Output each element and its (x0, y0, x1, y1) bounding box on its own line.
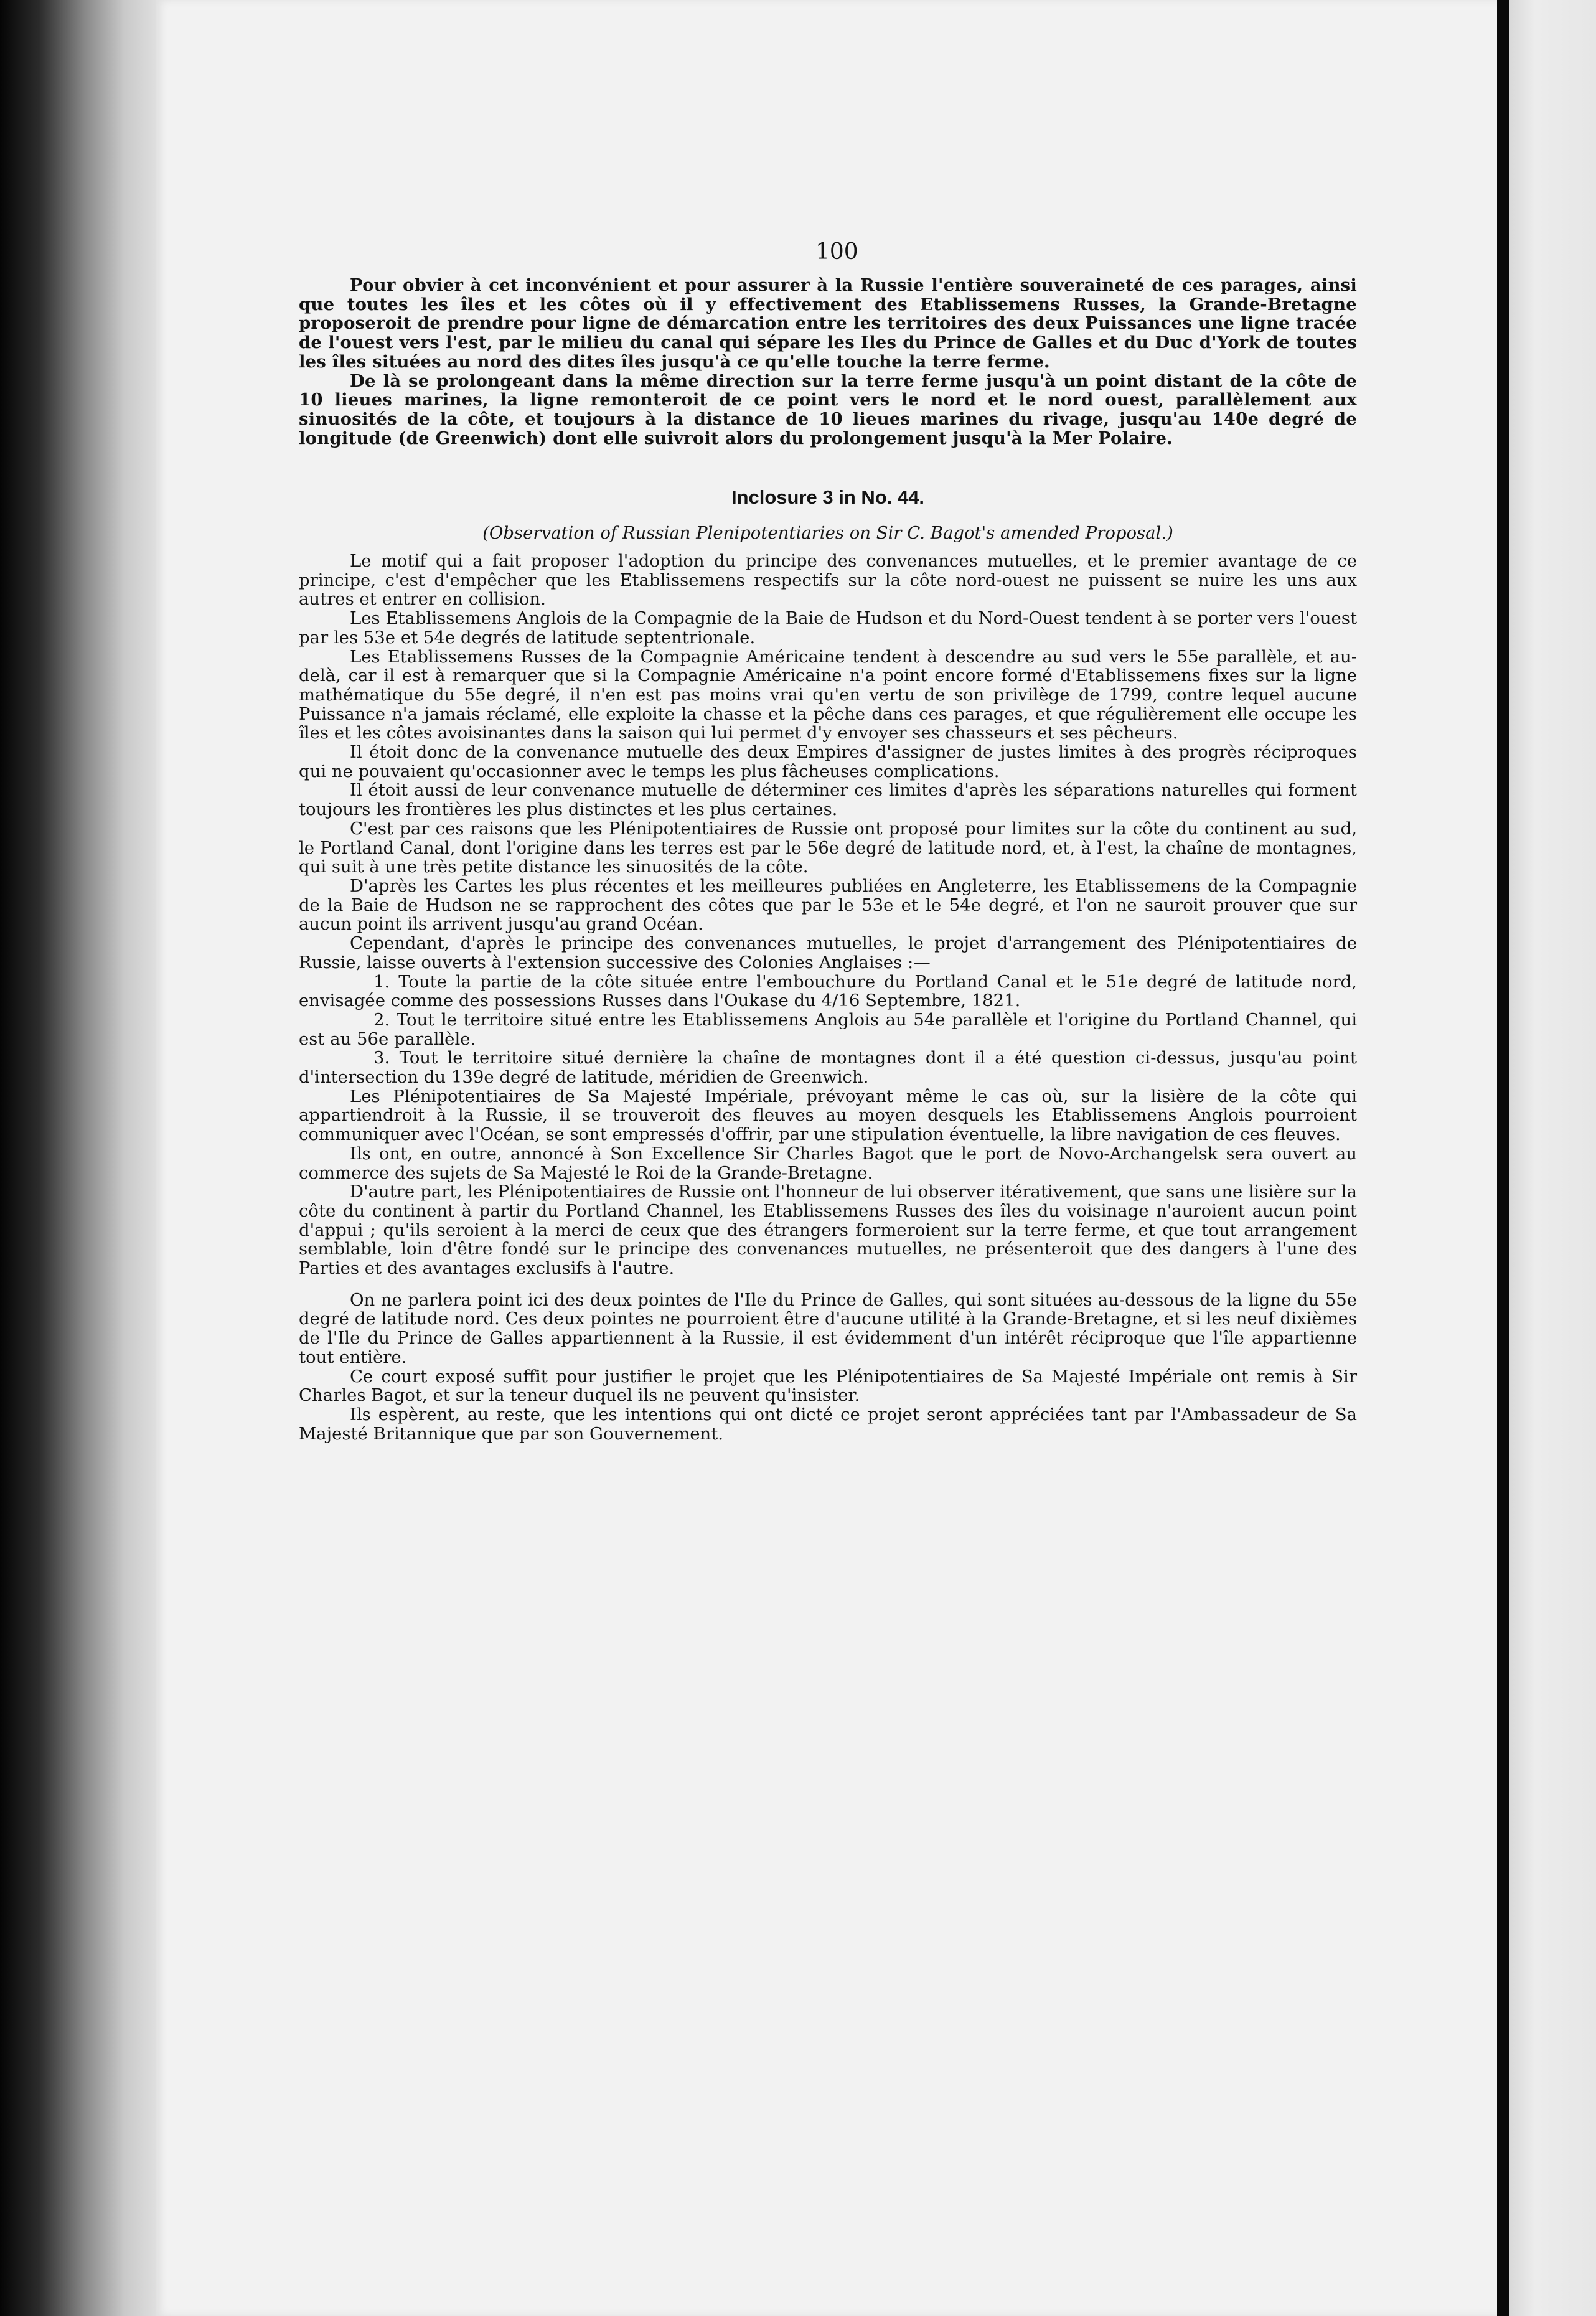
book-binding-edge (0, 0, 156, 2316)
paragraph: Il étoit donc de la convenance mutuelle des deux Empires d'assigner de justes limites à des progrès réciproques qui ne pouvaient qu'occasionner avec le temps les plus fâcheuses complications. (299, 742, 1357, 781)
document-body (299, 240, 1357, 1443)
paragraph: Les Etablissemens Russes de la Compagnie Américaine tendent à descendre au sud vers le 55e parallèle, et au-delà, car il est à remarquer que si la Compagnie Américaine n'a point encore formé d'Etablissemens fixes sur la ligne mathématique du 55e degré, il n'en est pas moins vrai qu'en vertu de son privilège de 1799, contre lequel aucune Puissance n'a jamais réclamé, elle exploite la chasse et la pêche dans ces parages, et que régulièrement elle occupe les îles et les côtes avoisinantes dans la saison qui lui permet d'y envoyer ses chasseurs et ses pêcheurs. (299, 646, 1357, 743)
paragraph: Pour obvier à cet inconvénient et pour assurer à la Russie l'entière souveraineté de ces parages, ainsi que toutes les îles et les côtes où il y effectivement des Etablissemens Russes, la Grande-Bretagne proposeroit de prendre pour ligne de démarcation entre les territoires des deux Puissances une ligne tracée de l'ouest vers l'est, par le milieu du canal qui sépare les Iles du Prince de Galles et du Duc d'York de toutes les îles situées au nord des dites îles jusqu'à ce qu'elle touche la terre ferme. (299, 275, 1357, 372)
paragraph: De là se prolongeant dans la même direction sur la terre ferme jusqu'à un point distant de la côte de 10 lieues marines, la ligne remonteroit de ce point vers le nord et le nord ouest, parallèlement aux sinuosités de la côte, et toujours à la distance de 10 lieues marines du rivage, jusqu'au 140e degré de longitude (de Greenwich) dont elle suivroit alors du prolongement jusqu'à la Mer Polaire. (299, 370, 1357, 448)
section-heading: Inclosure 3 in No. 44. (731, 486, 925, 509)
paragraph: Le motif qui a fait proposer l'adoption du principe des convenances mutuelles, et le premier avantage de ce principe, c'est d'empêcher que les Etablissemens respectifs sur la côte nord-ouest ne puissent se nuire les uns aux autres et entrer en collision. (299, 551, 1357, 610)
list-item: 2. Tout le territoire situé entre les Etablissemens Anglois au 54e parallèle et l'origine du Portland Channel, qui est au 56e parallèle. (299, 1009, 1357, 1049)
page-number: 100 (815, 239, 858, 265)
paragraph: Cependant, d'après le principe des convenances mutuelles, le projet d'arrangement des Plénipotentiaires de Russie, laisse ouverts à l'extension successive des Colonies Anglaises :— (299, 933, 1357, 972)
enclosure-text (299, 552, 1357, 1443)
list-item: 3. Tout le territoire situé dernière la chaîne de montagnes dont il a été question ci-dessus, jusqu'au point d'intersection du 139e degré de latitude, méridien de Greenwich. (299, 1048, 1357, 1088)
paragraph: On ne parlera point ici des deux pointes de l'Ile du Prince de Galles, qui sont situées au-dessous de la ligne du 55e degré de latitude nord. Ces deux pointes ne pourroient être d'aucune utilité à la Grande-Bretagne, et si les neuf dixièmes de l'Ile du Prince de Galles appartiennent à la Russie, il est évidemment d'un intérêt réciproque que l'île appartienne tout entière. (299, 1289, 1357, 1367)
paragraph: Ce court exposé suffit pour justifier le projet que les Plénipotentiaires de Sa Majesté Impériale ont remis à Sir Charles Bagot, et sur la teneur duquel ils ne peuvent qu'insister. (299, 1366, 1357, 1406)
page-gutter-shadow (1497, 0, 1509, 2316)
list-item: 1. Toute la partie de la côte située entre l'embouchure du Portland Canal et le 51e degré de latitude nord, envisagée comme des possessions Russes dans l'Oukase du 4/16 Septembre, 1821. (299, 971, 1357, 1011)
paragraph: Les Plénipotentiaires de Sa Majesté Impériale, prévoyant même le cas où, sur la lisière de la côte qui appartiendroit à la Russie, il se trouveroit des fleuves au moyen desquels les Etablissemens Anglois pourroient communiquer avec l'Océan, se sont empressés d'offrir, par une stipulation éventuelle, la libre navigation de ces fleuves. (299, 1086, 1357, 1145)
adjacent-page-edge (1509, 0, 1596, 2316)
paragraph: Il étoit aussi de leur convenance mutuelle de déterminer ces limites d'après les séparations naturelles qui forment toujours les frontières les plus distinctes et les plus certaines. (299, 780, 1357, 820)
section-subheading: (Observation of Russian Plenipotentiaries on Sir C. Bagot's amended Proposal.) (482, 523, 1173, 544)
top-text-block (299, 276, 1357, 448)
paragraph: Ils ont, en outre, annoncé à Son Excellence Sir Charles Bagot que le port de Novo-Archangelsk sera ouvert au commerce des sujets de Sa Majesté le Roi de la Grande-Bretagne. (299, 1143, 1357, 1183)
paragraph: D'autre part, les Plénipotentiaires de Russie ont l'honneur de lui observer itérativement, que sans une lisière sur la côte du continent à partir du Portland Channel, les Etablissemens Russes des îles du voisinage n'auroient aucun point d'appui ; qu'ils seroient à la merci de ceux que des étrangers formeroient sur la terre ferme, et que tout arrangement semblable, loin d'être fondé sur le principe des convenances mutuelles, ne présenteroit que des dangers à l'une des Parties et des avantages exclusifs à l'autre. (299, 1182, 1357, 1279)
paragraph: Les Etablissemens Anglois de la Compagnie de la Baie de Hudson et du Nord-Ouest tendent à se porter vers l'ouest par les 53e et 54e degrés de latitude septentrionale. (299, 608, 1357, 647)
paragraph: Ils espèrent, au reste, que les intentions qui ont dicté ce projet seront appréciées tant par l'Ambassadeur de Sa Majesté Britannique que par son Gouvernement. (299, 1404, 1357, 1444)
paragraph: C'est par ces raisons que les Plénipotentiaires de Russie ont proposé pour limites sur la côte du continent au sud, le Portland Canal, dont l'origine dans les terres est par le 56e degré de latitude nord, et, à l'est, la chaîne de montagnes, qui suit à une très petite distance les sinuosités de la côte. (299, 818, 1357, 877)
paragraph: D'après les Cartes les plus récentes et les meilleures publiées en Angleterre, les Etablissemens de la Compagnie de la Baie de Hudson ne se rapprochent des côtes que par le 53e et le 54e degré, et l'on ne sauroit prouver que sur aucun point ils arrivent jusqu'au grand Océan. (299, 875, 1357, 934)
